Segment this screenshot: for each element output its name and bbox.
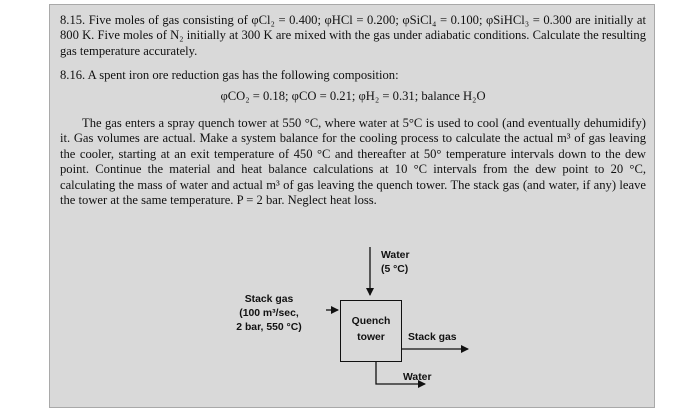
- stack-gas-inlet-label: [220, 293, 318, 335]
- problem-number: 8.15.: [60, 13, 86, 27]
- problem-text: A spent iron ore reduction gas has the following composition:: [87, 68, 399, 82]
- label-line: Stack gas: [244, 294, 294, 305]
- label-line: Water: [381, 250, 410, 261]
- problem-8-16-body: The gas enters a spray quench tower at 550 °C, where water at 5°C is used to cool (and eventually dehumidify) it. Gas volumes are actual. Make a system balance for the cooling process to calculate the actual m³ of gas leaving the cooler, starting at an exit temperature of 450 °C and thereafter at 50° temperature intervals down to the dew point. Continue the material and heat balance calculations at 10 °C intervals from the dew point to 20 °C, calculating the mass of water and actual m³ of gas leaving the quench tower. The stack gas (and water, if any) leave the tower at the same temperature. P = 2 bar. Neglect heat loss.: [60, 116, 646, 208]
- label-line: Quench: [351, 316, 391, 327]
- problem-number: 8.16.: [60, 68, 86, 82]
- problem-text: Five moles of gas consisting of φCl₂ = 0.400; φHCl = 0.200; φSiCl₄ = 0.100; φSiHCl₃ = 0.300 are initially at 800 K. Five moles of N₂ initially at 300 K are mixed with the gas under adiabatic conditions. Calculate the resulting gas temperature accurately.: [60, 13, 646, 58]
- water-outlet-label: Water: [403, 372, 432, 383]
- label-line: (100 m³/sec,: [239, 308, 299, 319]
- water-inlet-label: [381, 249, 409, 277]
- gas-composition-formula: φCO₂ = 0.18; φCO = 0.21; φH₂ = 0.31; balance H₂O: [220, 89, 486, 103]
- textbook-page: [49, 4, 655, 408]
- label-line: tower: [357, 332, 385, 343]
- label-line: 2 bar, 550 °C): [236, 322, 302, 333]
- quench-tower-label: [340, 315, 402, 345]
- label-line: (5 °C): [381, 264, 409, 275]
- stack-gas-outlet-label: Stack gas: [408, 332, 457, 343]
